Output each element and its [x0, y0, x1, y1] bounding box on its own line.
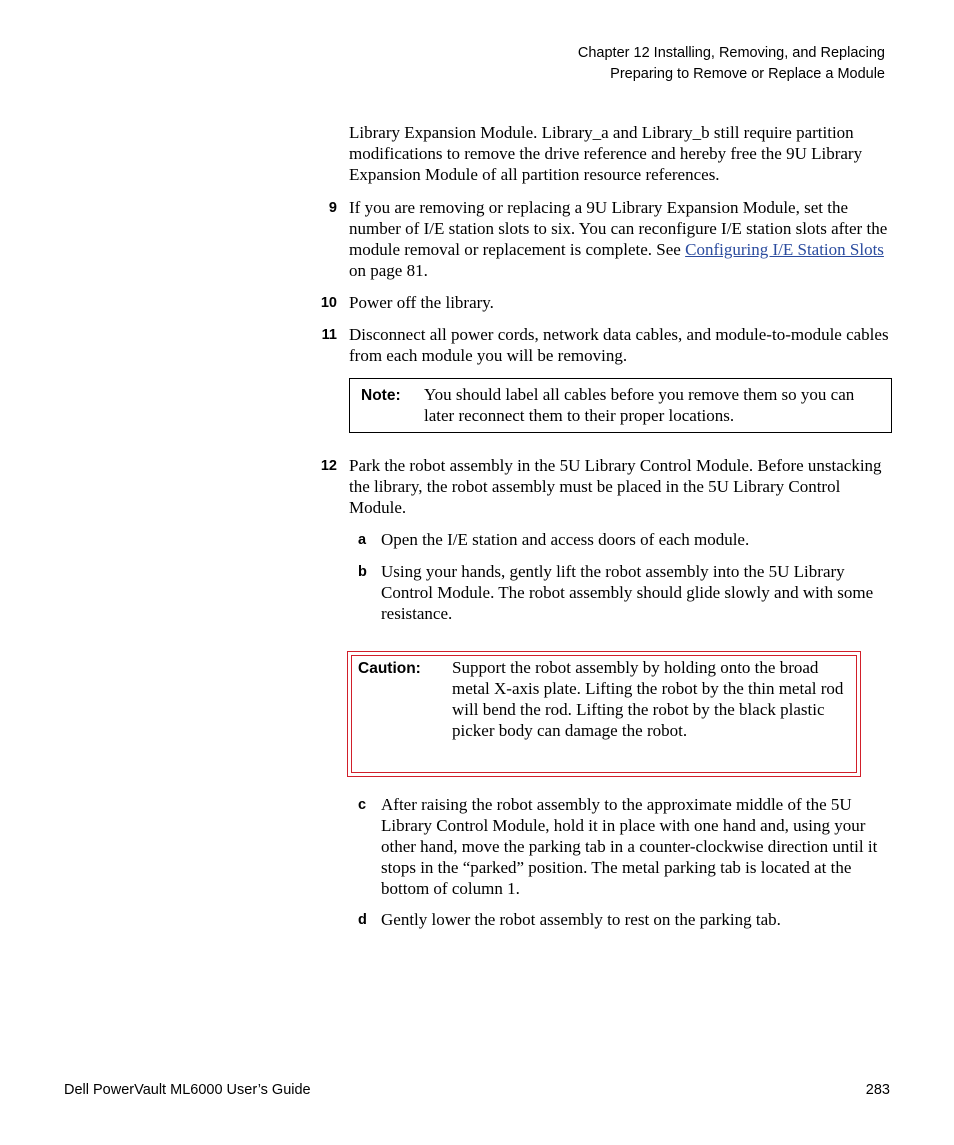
- substep-text: Using your hands, gently lift the robot assembly into the 5U Library Control Module. The robot assembly should glide slowly and with some resistance.: [381, 562, 874, 623]
- chapter-title: Chapter 12 Installing, Removing, and Replacing: [577, 45, 885, 61]
- step-text: Park the robot assembly in the 5U Library Control Module. Before unstacking the library, the robot assembly must be placed in the 5U Library Control Module.: [349, 456, 882, 517]
- step-text-before-link: If you are removing or replacing a 9U Library Expansion Module, set the number of I/E station slots to six. You can reconfigure I/E station slots after the module removal or replacement is complete. See: [349, 198, 888, 259]
- caution-box: [347, 651, 861, 777]
- step-text: Power off the library.: [349, 293, 494, 312]
- running-header: [578, 43, 885, 84]
- substep-letter: b: [358, 564, 367, 580]
- step-text-after-link: on page 81.: [349, 261, 428, 280]
- step-number: 9: [328, 200, 337, 216]
- substep-text: Open the I/E station and access doors of each module.: [381, 530, 750, 549]
- caution-text: Support the robot assembly by holding onto the broad metal X-axis plate. Lifting the robot by the thin metal rod will bend the rod. Lifting the robot by the black plastic picker body can damage the robot.: [452, 658, 844, 740]
- substep-letter: c: [358, 797, 367, 813]
- section-title: Preparing to Remove or Replace a Module: [610, 65, 885, 82]
- step-text: [349, 197, 894, 281]
- intro-paragraph: Library Expansion Module. Library_a and Library_b still require partition modifications to remove the drive reference and hereby free the 9U Library Expansion Module of all partition resource references.: [349, 123, 863, 184]
- step-number: 11: [321, 327, 337, 343]
- note-label: Note:: [361, 387, 401, 404]
- step-number: 10: [320, 295, 337, 311]
- step-number: 12: [320, 458, 337, 474]
- note-box: [349, 378, 892, 433]
- step-text: Disconnect all power cords, network data cables, and module-to-module cables from each module you will be removing.: [349, 325, 889, 365]
- configuring-ie-station-slots-link[interactable]: Configuring I/E Station Slots: [685, 240, 884, 259]
- page-number: 283: [865, 1082, 890, 1098]
- caution-label: Caution:: [358, 660, 421, 677]
- substep-letter: d: [358, 912, 367, 928]
- substep-letter: a: [358, 532, 367, 548]
- substep-text: Gently lower the robot assembly to rest on the parking tab.: [381, 910, 781, 929]
- footer-title: Dell PowerVault ML6000 User’s Guide: [64, 1082, 311, 1098]
- note-text: You should label all cables before you remove them so you can later reconnect them to their proper locations.: [424, 385, 855, 425]
- substep-text: After raising the robot assembly to the approximate middle of the 5U Library Control Module, hold it in place with one hand and, using your other hand, move the parking tab in a counter-clockwise direction until it stops in the “parked” position. The metal parking tab is located at the bottom of column 1.: [381, 795, 878, 898]
